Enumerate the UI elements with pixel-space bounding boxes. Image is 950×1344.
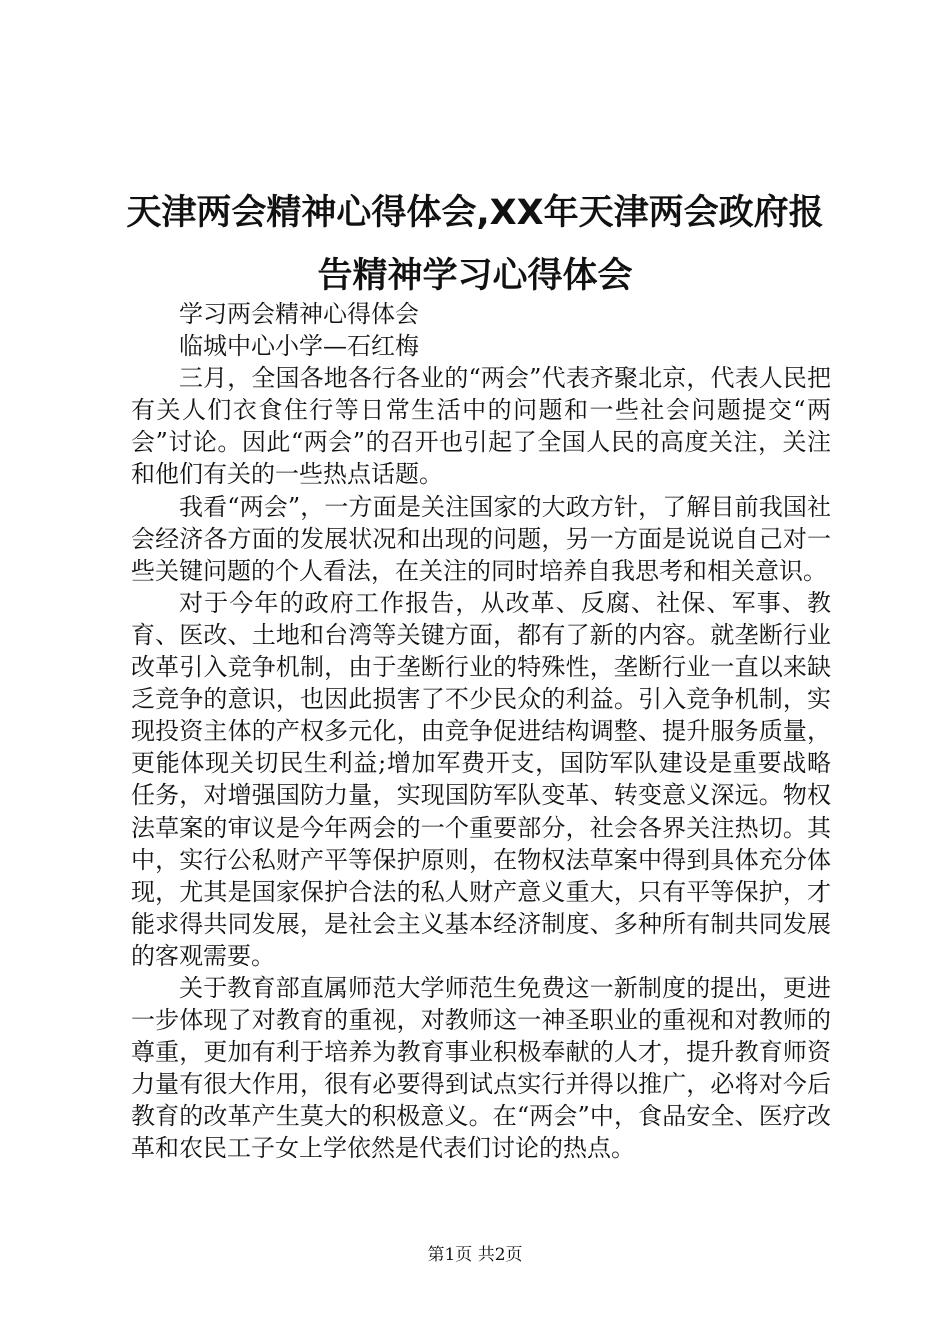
page-footer: 第1页 共2页 bbox=[427, 1245, 523, 1265]
paragraph: 我看“两会”，一方面是关注国家的大政方针，了解目前我国社会经济各方面的发展状况和出现的问题，另一方面是说说自己对一些关键问题的个人看法，在关注的同时培养自我思考和相关意识。 bbox=[131, 492, 831, 585]
document-subtitle: 学习两会精神心得体会 bbox=[179, 300, 419, 328]
paragraph: 对于今年的政府工作报告，从改革、反腐、社保、军事、教育、医改、土地和台湾等关键方面，都有了新的内容。就垄断行业改革引入竞争机制，由于垄断行业的特殊性，垄断行业一直以来缺乏竞争的意识，也因此损害了不少民众的利益。引入竞争机制，实现投资主体的产权多元化，由竞争促进结构调整、提升服务质量，更能体现关切民生利益;增加军费开支，国防军队建设是重要战略任务，对增强国防力量，实现国防军队变革、转变意义深远。物权法草案的审议是今年两会的一个重要部分，社会各界关注热切。其中，实行公私财产平等保护原则，在物权法草案中得到具体充分体现，尤其是国家保护合法的私人财产意义重大，只有平等保护，才能求得共同发展，是社会主义基本经济制度、多种所有制共同发展的客观需要。 bbox=[131, 588, 831, 970]
document-title: 天津两会精神心得体会,XX年天津两会政府报告精神学习心得体会 bbox=[126, 193, 824, 296]
paragraph: 关于教育部直属师范大学师范生免费这一新制度的提出，更进一步体现了对教育的重视，对教师这一神圣职业的重视和对教师的尊重，更加有利于培养为教育事业积极奉献的人才，提升教育师资力量有很大作用，很有必要得到试点实行并得以推广，必将对今后教育的改革产生莫大的积极意义。在“两会”中，食品安全、医疗改革和农民工子女上学依然是代表们讨论的热点。 bbox=[131, 973, 831, 1163]
paragraph: 三月，全国各地各行各业的“两会”代表齐聚北京，代表人民把有关人们衣食住行等日常生活中的问题和一些社会问题提交“两会”讨论。因此“两会”的召开也引起了全国人民的高度关注，关注和他们有关的一些热点话题。 bbox=[131, 364, 831, 489]
document-body bbox=[131, 298, 831, 1165]
document-author: 临城中心小学—石红梅 bbox=[179, 332, 419, 361]
